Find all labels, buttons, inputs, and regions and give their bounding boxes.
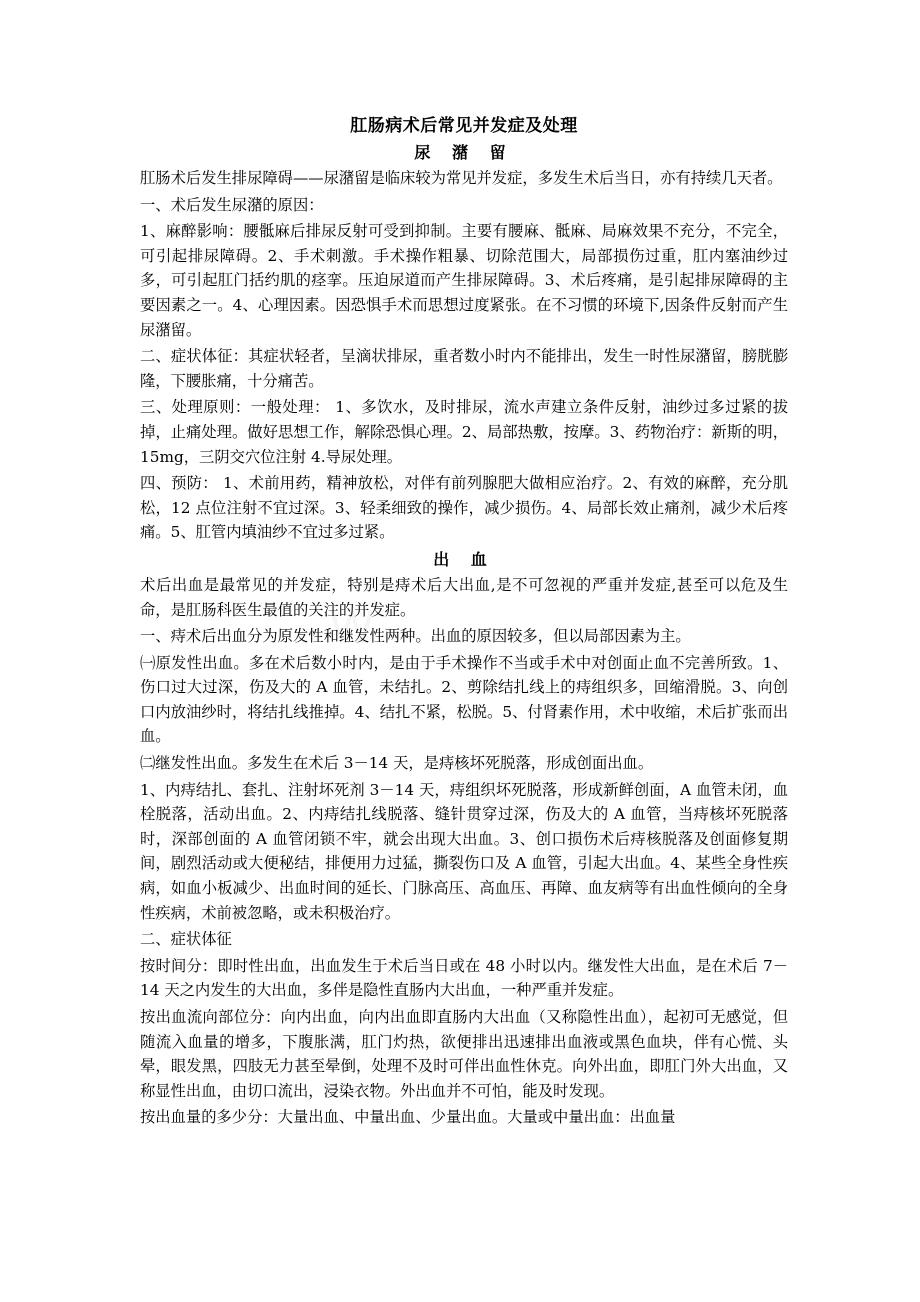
document-body bbox=[140, 112, 788, 1132]
subheading: 二、症状体征 bbox=[140, 930, 232, 949]
paragraph: 按出血量的多少分：大量出血、中量出血、少量出血。大量或中量出血：出血量 bbox=[140, 1108, 676, 1127]
section-heading-bleeding: 出 血 bbox=[433, 549, 495, 569]
section-heading-urinary-retention: 尿 潴 留 bbox=[414, 143, 514, 162]
paragraph: 一、痔术后出血分为原发性和继发性两种。出血的原因较多，但以局部因素为主。 bbox=[140, 627, 691, 646]
subheading: 一、术后发生尿潴的原因： bbox=[140, 195, 324, 214]
document-title: 肛肠病术后常见并发症及处理 bbox=[350, 116, 578, 136]
paragraph: ㈠原发性出血。多在术后数小时内，是由于手术操作不当或手术中对创面止血不完善所致。1、伤口过大过深，伤及大的 A 血管，未结扎。2、剪除结扎线上的痔组织多，回缩滑脱。3、向创口内放油纱时，将结扎线推掉。4、结扎不紧，松脱。5、付肾素作用，术中收缩，术后扩张而出血。 bbox=[140, 653, 788, 746]
paragraph: 二、症状体征：其症状轻者，呈滴状排尿，重者数小时内不能排出，发生一时性尿潴留，膀胱膨隆，下腰胀痛，十分痛苦。 bbox=[140, 347, 788, 390]
paragraph: 四、预防： 1、术前用药，精神放松，对伴有前列腺肥大做相应治疗。2、有效的麻醉，充分肌松，12 点位注射不宜过深。3、轻柔细致的操作，减少损伤。4、局部长效止痛剂，减少术后疼痛。5、肛管内填油纱不宜过多过紧。 bbox=[140, 474, 788, 542]
paragraph: 按时间分：即时性出血，出血发生于术后当日或在 48 小时以内。继发性大出血，是在术后 7－14 天之内发生的大出血，多伴是隐性直肠内大出血，一种严重并发症。 bbox=[140, 956, 788, 1000]
paragraph: 三、处理原则：一般处理： 1、多饮水，及时排尿，流水声建立条件反射，油纱过多过紧的拔掉，止痛处理。做好思想工作，解除恐惧心理。2、局部热敷，按摩。3、药物治疗：新斯的明，15mg，三阴交穴位注射 4.导尿处理。 bbox=[140, 398, 788, 466]
paragraph: 术后出血是最常见的并发症，特别是痔术后大出血,是不可忽视的严重并发症,甚至可以危及生命，是肛肠科医生最值的关注的并发症。 bbox=[140, 575, 788, 619]
paragraph: 按出血流向部位分：向内出血，向内出血即直肠内大出血（又称隐性出血），起初可无感觉，但随流入血量的增多，下腹胀满，肛门灼热，欲便排出迅速排出血液或黑色血块，伴有心慌、头晕，眼发黑，四肢无力甚至晕倒，处理不及时可伴出血性休克。向外出血，即肛门外大出血，又称显性出血，由切口流出，浸染衣物。外出血并不可怕，能及时发现。 bbox=[140, 1008, 788, 1100]
paragraph: 1、麻醉影响：腰骶麻后排尿反射可受到抑制。主要有腰麻、骶麻、局麻效果不充分，不完全，可引起排尿障碍。2、手术刺激。手术操作粗暴、切除范围大，局部损伤过重，肛内塞油纱过多，可引起肛门括约肌的痉挛。压迫尿道而产生排尿障碍。3、术后疼痛，是引起排尿障碍的主要因素之一。4、心理因素。因恐惧手术而思想过度紧张。在不习惯的环境下,因条件反射而产生尿潴留。 bbox=[140, 222, 788, 339]
paragraph: ㈡继发性出血。多发生在术后 3－14 天，是痔核坏死脱落，形成创面出血。 bbox=[140, 754, 654, 773]
paragraph: 1、内痔结扎、套扎、注射坏死剂 3－14 天，痔组织坏死脱落，形成新鲜创面，A 血管未闭，血栓脱落，活动出血。2、内痔结扎线脱落、缝针贯穿过深，伤及大的 A 血管，当痔核坏死脱落时，深部创面的 A 血管闭锁不牢，就会出现大出血。3、创口损伤术后痔核脱落及创面修复期间，剧烈活动或大便秘结，排便用力过猛，撕裂伤口及 A 血管，引起大出血。4、某些全身性疾病，如血小板减少、出血时间的延长、门脉高压、高血压、再障、血友病等有出血性倾向的全身性疾病，术前被忽略，或未积极治疗。 bbox=[140, 780, 788, 922]
paragraph: 肛肠术后发生排尿障碍——尿潴留是临床较为常见并发症，多发生术后当日，亦有持续几天者。 bbox=[140, 169, 783, 187]
